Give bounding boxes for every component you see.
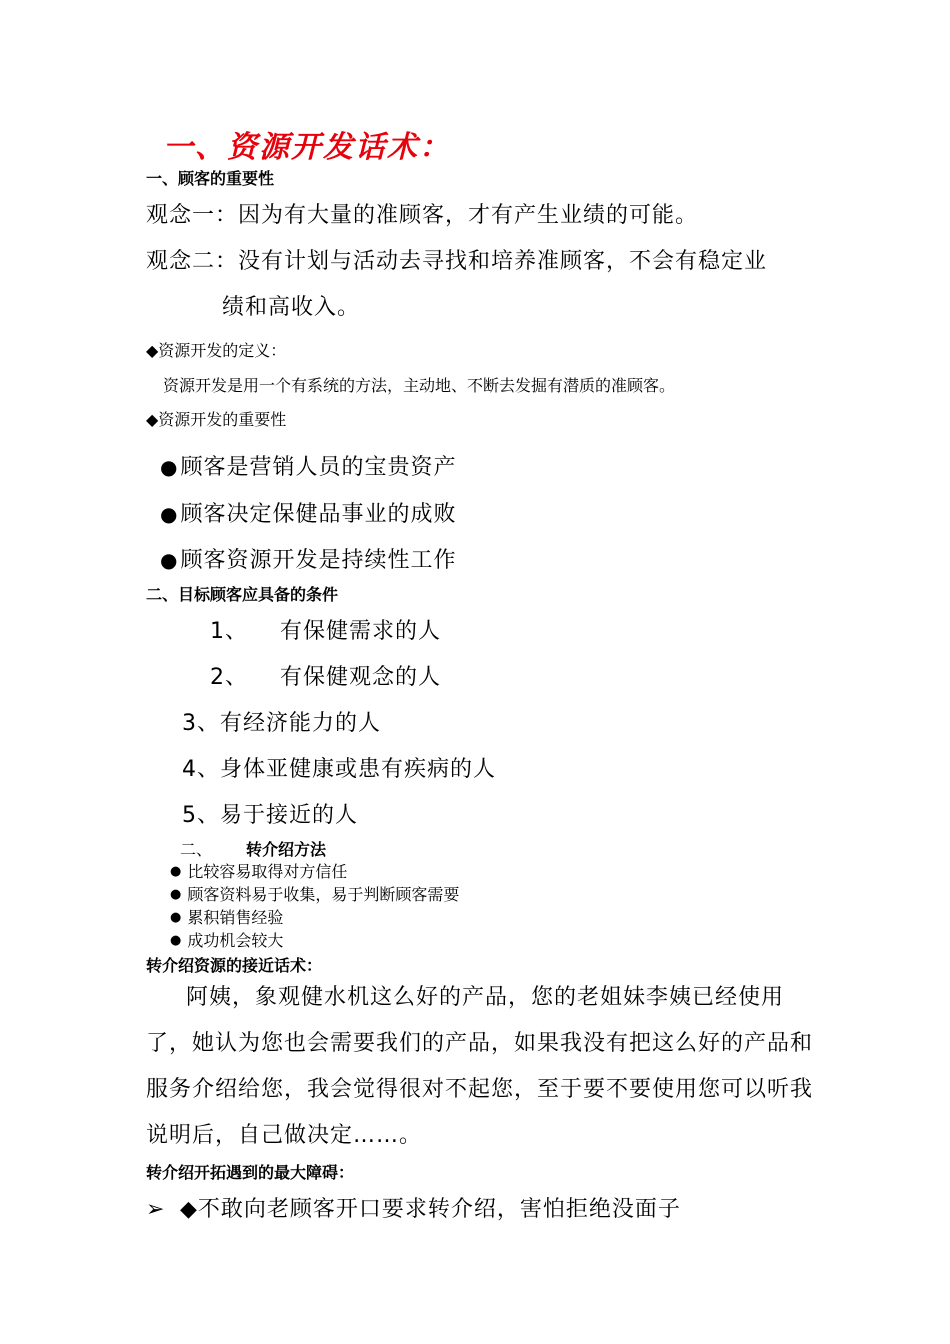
page-title: 一、资源开发话术： — [163, 130, 451, 165]
definition-heading: ◆资源开发的定义： — [146, 341, 287, 360]
list-item: 3、有经济能力的人 — [182, 711, 381, 736]
list-item — [160, 497, 456, 528]
bullet-icon: ● — [160, 455, 179, 479]
list-item-text: 成功机会较大 — [187, 931, 284, 950]
list-item — [160, 450, 456, 481]
list-item-text: 累积销售经验 — [187, 908, 284, 927]
list-item — [170, 928, 283, 951]
list-item — [160, 543, 456, 574]
bullet-icon: ● — [170, 887, 182, 902]
list-item-text: 顾客是营销人员的宝贵资产 — [180, 455, 457, 480]
list-item: 4、身体亚健康或患有疾病的人 — [182, 757, 496, 782]
idea-two-line1: 观念二：没有计划与活动去寻找和培养准顾客，不会有稳定业 — [146, 249, 768, 274]
section-number: 二、 — [180, 840, 213, 859]
list-item-text: 有保健观念的人 — [280, 665, 442, 690]
list-item — [170, 905, 283, 928]
list-item-number: 2、 — [210, 665, 248, 690]
section-heading-target-customers: 二、目标顾客应具备的条件 — [146, 585, 339, 604]
list-item — [170, 859, 347, 882]
list-item-number: 1、 — [210, 619, 248, 644]
obstacle-item — [146, 1192, 681, 1223]
idea-one: 观念一：因为有大量的准顾客，才有产生业绩的可能。 — [146, 203, 699, 228]
list-item — [210, 614, 441, 645]
list-item-text: 顾客资源开发是持续性工作 — [180, 548, 457, 573]
obstacle-text: ◆不敢向老顾客开口要求转介绍，害怕拒绝没面子 — [180, 1197, 681, 1222]
bullet-icon: ● — [170, 933, 182, 948]
bullet-icon: ● — [160, 502, 179, 526]
list-item-text: 顾客决定保健品事业的成败 — [180, 502, 457, 527]
section-heading-text: 转介绍方法 — [246, 840, 327, 859]
list-item-text: 比较容易取得对方信任 — [187, 862, 348, 881]
list-item — [170, 882, 459, 905]
arrow-icon: ➢ — [146, 1197, 166, 1222]
list-item — [210, 660, 441, 691]
list-item-text: 有保健需求的人 — [280, 619, 442, 644]
obstacle-heading: 转介绍开拓遇到的最大障碍： — [146, 1163, 355, 1182]
importance-heading: ◆资源开发的重要性 — [146, 410, 287, 429]
bullet-icon: ● — [170, 910, 182, 925]
list-item: 5、易于接近的人 — [182, 803, 358, 828]
section-heading-customer-importance: 一、顾客的重要性 — [146, 169, 275, 188]
section-heading-referral-method — [180, 837, 326, 860]
bullet-icon: ● — [160, 548, 179, 572]
approach-heading: 转介绍资源的接近话术： — [146, 956, 323, 975]
approach-paragraph: 阿姨，象观健水机这么好的产品，您的老姐妹李姨已经使用了，她认为您也会需要我们的产品，如果我没有把这么好的产品和服务介绍给您，我会觉得很对不起您，至于要不要使用您可以听我说明后，自己做决定……。 — [146, 985, 814, 1148]
definition-text: 资源开发是用一个有系统的方法，主动地、不断去发掘有潜质的准顾客。 — [163, 376, 676, 395]
list-item-text: 顾客资料易于收集，易于判断顾客需要 — [187, 885, 460, 904]
bullet-icon: ● — [170, 864, 182, 879]
idea-two-line2: 绩和高收入。 — [222, 295, 361, 320]
